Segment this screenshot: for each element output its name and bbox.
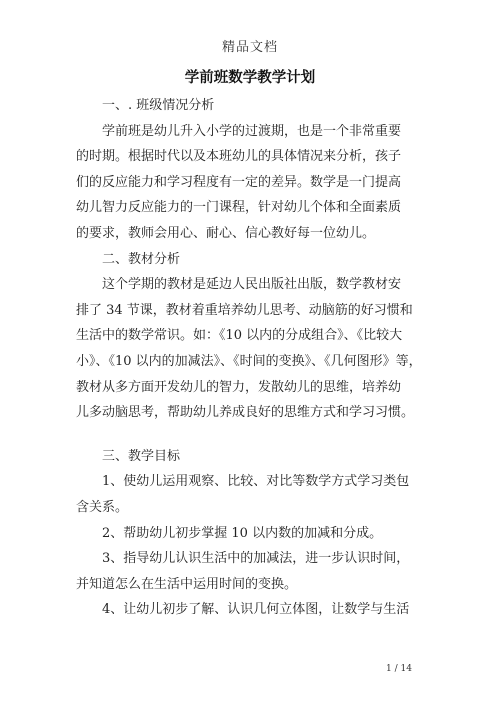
watermark-text: 精品文档	[221, 40, 278, 55]
paragraph-line: 排了 34 节课，教材着重培养幼儿思考、动脑筋的好习惯和	[76, 302, 413, 318]
section-heading: 二、教材分析	[102, 251, 181, 267]
paragraph-line: 幼儿智力反应能力的一门课程，针对幼儿个体和全面素质	[76, 200, 402, 216]
paragraph-line: 生活中的数学常识。如：《10 以内的分成组合》、《比较大	[76, 328, 403, 344]
paragraph-line: 的时期。根据时代以及本班幼儿的具体情况来分析，孩子	[76, 149, 402, 165]
paragraph-line: 们的反应能力和学习程度有一定的差异。数学是一门提高	[76, 174, 402, 190]
paragraph-line: 4、让幼儿初步了解、认识几何立体图，让数学与生活	[102, 602, 410, 618]
paragraph-line: 这个学期的教材是延边人民出版社出版，数学教材安	[102, 277, 402, 293]
paragraph-line: 的要求，教师会用心、耐心、信心教好每一位幼儿。	[76, 225, 376, 241]
paragraph-line: 教材从多方面开发幼儿的智力，发散幼儿的思维，培养幼	[76, 379, 402, 395]
paragraph-line: 儿多动脑思考，帮助幼儿养成良好的思维方式和学习习惯。	[76, 405, 415, 421]
section-heading: 一、. 班级情况分析	[102, 98, 215, 113]
paragraph-line: 3、指导幼儿认识生活中的加减法，进一步认识时间，	[102, 551, 410, 567]
paragraph-line: 含关系。	[76, 499, 129, 515]
paragraph-line: 1、使幼儿运用观察、比较、对比等数学方式学习类包	[102, 474, 410, 490]
section-heading: 三、教学目标	[102, 448, 181, 464]
paragraph-line: 并知道怎么在生活中运用时间的变换。	[76, 576, 298, 592]
document-body	[76, 93, 426, 623]
page-number: 1 / 14	[386, 664, 412, 674]
paragraph-line: 小》、《10 以内的加减法》、《时间的变换》、《几何图形》等，	[76, 353, 422, 369]
paragraph-line: 学前班是幼儿升入小学的过渡期，也是一个非常重要	[102, 123, 402, 139]
paragraph-line: 2、帮助幼儿初步掌握 10 以内数的加减和分成。	[102, 525, 383, 541]
paragraph-spacer	[76, 426, 426, 444]
document-title: 学前班数学教学计划	[184, 69, 316, 86]
